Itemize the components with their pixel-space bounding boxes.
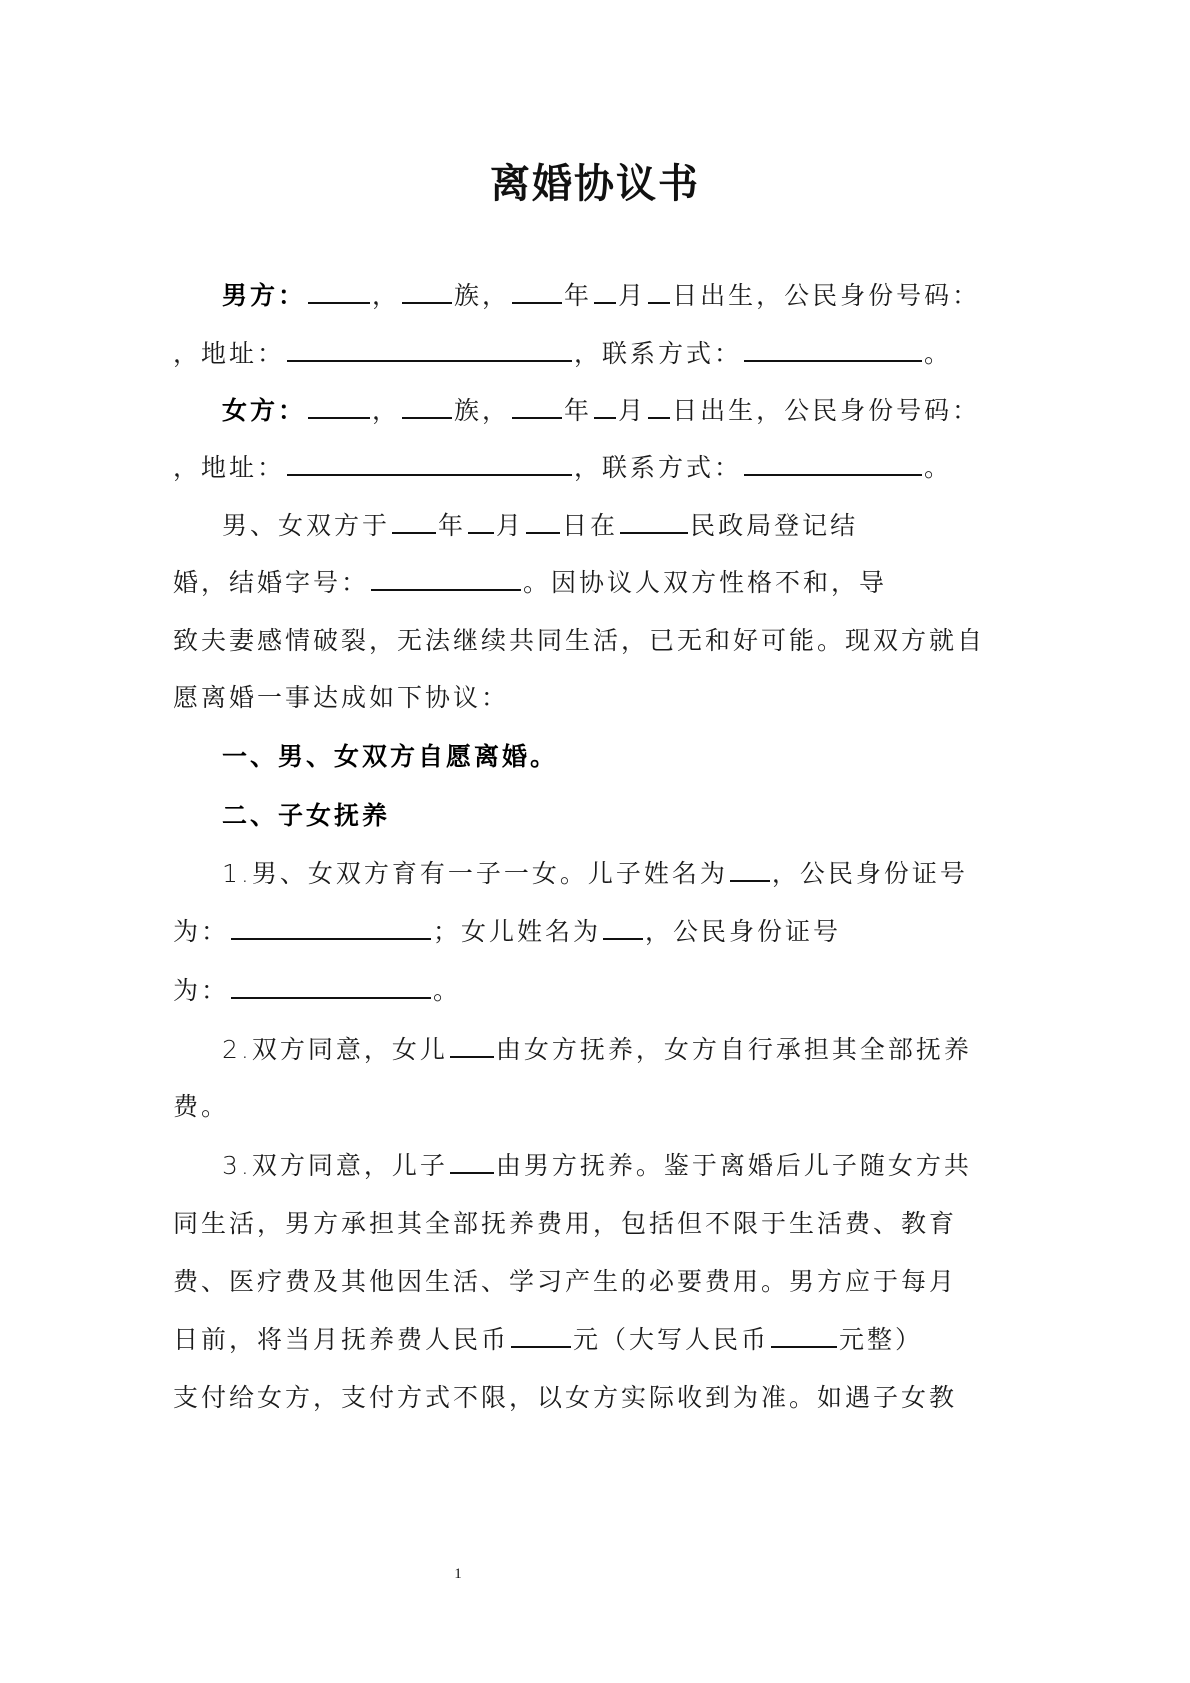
section-2-heading: 二、子女抚养 bbox=[222, 801, 391, 830]
female-birth-month-blank bbox=[594, 391, 616, 419]
female-party-line-1: 女方： ， 族， 年 月 日出生，公民身份号码： bbox=[222, 391, 942, 431]
marriage-month-blank bbox=[468, 506, 494, 534]
item-3-line-1: 3.双方同意，儿子 由男方抚养。鉴于离婚后儿子随女方共 bbox=[222, 1146, 942, 1186]
daughter-id-blank bbox=[231, 971, 431, 999]
male-birth-day-blank bbox=[648, 276, 670, 304]
marriage-line-1: 男、女双方于 年 月 日在 民政局登记结 bbox=[222, 506, 942, 546]
marriage-line-3: 致夫妻感情破裂，无法继续共同生活，已无和好可能。现双方就自 bbox=[173, 626, 986, 655]
marriage-day-blank bbox=[526, 506, 560, 534]
item-3-line-5: 支付给女方，支付方式不限，以女方实际收到为准。如遇子女教 bbox=[173, 1383, 958, 1412]
monthly-support-amount-words-blank bbox=[771, 1320, 837, 1348]
item-3-line-4: 日前，将当月抚养费人民币 元（大写人民币 元整） bbox=[173, 1320, 943, 1360]
male-address-blank bbox=[287, 334, 572, 362]
item-2-line-2: 费。 bbox=[173, 1092, 230, 1121]
item-2-line-1: 2.双方同意，女儿 由女方抚养，女方自行承担其全部抚养 bbox=[222, 1030, 942, 1070]
page-number: 1 bbox=[454, 1566, 462, 1582]
female-birth-day-blank bbox=[648, 391, 670, 419]
female-party-label: 女方： bbox=[222, 396, 307, 425]
female-address-blank bbox=[287, 448, 572, 476]
female-party-line-2: ，地址： ，联系方式： 。 bbox=[173, 448, 943, 488]
female-ethnicity-blank bbox=[402, 391, 452, 419]
son-id-blank bbox=[231, 912, 431, 940]
male-party-line-1: 男方： ， 族， 年 月 日出生，公民身份号码： bbox=[222, 276, 942, 316]
item-3-line-3: 费、医疗费及其他因生活、学习产生的必要费用。男方应于每月 bbox=[173, 1267, 958, 1296]
female-contact-blank bbox=[744, 448, 922, 476]
document-title: 离婚协议书 bbox=[490, 161, 700, 207]
male-party-label: 男方： bbox=[222, 281, 307, 310]
daughter-custody-name-blank bbox=[450, 1030, 494, 1058]
daughter-name-blank bbox=[603, 912, 643, 940]
section-1-heading: 一、男、女双方自愿离婚。 bbox=[222, 742, 559, 771]
marriage-line-4: 愿离婚一事达成如下协议： bbox=[173, 683, 510, 712]
item-1-line-3: 为： 。 bbox=[173, 971, 943, 1011]
son-custody-name-blank bbox=[450, 1146, 494, 1174]
male-birth-year-blank bbox=[512, 276, 562, 304]
marriage-year-blank bbox=[392, 506, 436, 534]
item-3-line-2: 同生活，男方承担其全部抚养费用，包括但不限于生活费、教育 bbox=[173, 1209, 958, 1238]
female-birth-year-blank bbox=[512, 391, 562, 419]
item-1-line-1: 1.男、女双方育有一子一女。儿子姓名为 ，公民身份证号 bbox=[222, 854, 942, 894]
monthly-support-amount-blank bbox=[511, 1320, 571, 1348]
female-name-blank bbox=[308, 391, 370, 419]
male-party-line-2: ，地址： ，联系方式： 。 bbox=[173, 334, 943, 374]
male-birth-month-blank bbox=[594, 276, 616, 304]
item-1-line-2: 为： ；女儿姓名为 ，公民身份证号 bbox=[173, 912, 943, 952]
male-ethnicity-blank bbox=[402, 276, 452, 304]
marriage-certificate-number-blank bbox=[371, 563, 521, 591]
male-contact-blank bbox=[744, 334, 922, 362]
marriage-bureau-blank bbox=[620, 506, 688, 534]
male-name-blank bbox=[308, 276, 370, 304]
marriage-line-2: 婚，结婚字号： 。因协议人双方性格不和，导 bbox=[173, 563, 943, 603]
son-name-blank bbox=[730, 854, 770, 882]
